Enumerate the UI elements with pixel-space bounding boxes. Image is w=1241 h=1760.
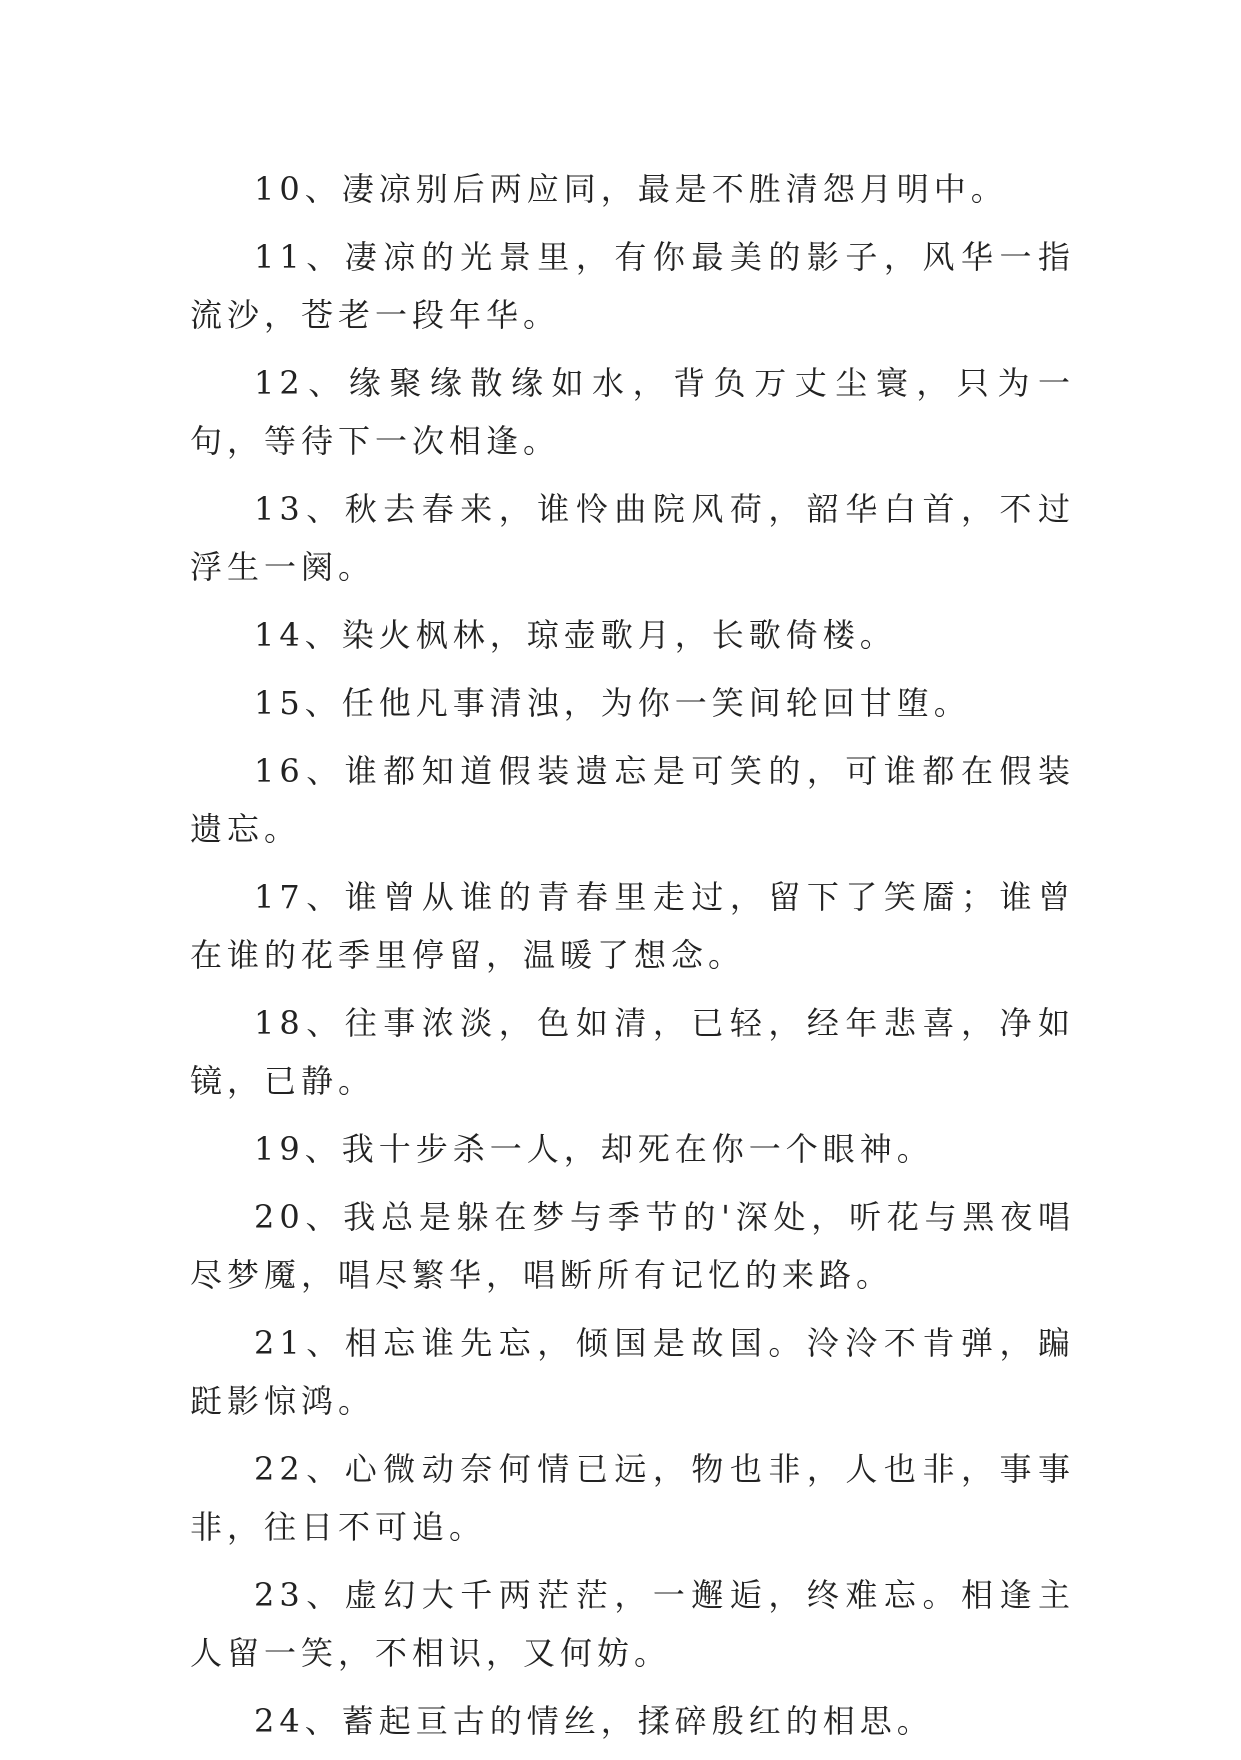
- paragraph-24: 24、蓄起亘古的情丝，揉碎殷红的相思。: [254, 1702, 934, 1740]
- paragraph-14: 14、染火枫林，琼壶歌月，长歌倚楼。: [254, 616, 897, 654]
- paragraph-20: 20、我总是躲在梦与季节的'深处，听花与黑夜唱尽梦魇，唱尽繁华，唱断所有记忆的来路。: [190, 1198, 1075, 1294]
- paragraph-11: 11、凄凉的光景里，有你最美的影子，风华一指流沙，苍老一段年华。: [190, 238, 1075, 334]
- paragraph-23: 23、虚幻大千两茫茫，一邂逅，终难忘。相逢主人留一笑，不相识，又何妨。: [190, 1576, 1075, 1672]
- text-body: [190, 160, 1075, 1760]
- paragraph-22: 22、心微动奈何情已远，物也非，人也非，事事非，往日不可追。: [190, 1450, 1075, 1546]
- paragraph-13: 13、秋去春来，谁怜曲院风荷，韶华白首，不过浮生一阕。: [190, 490, 1075, 586]
- paragraph-16: 16、谁都知道假装遗忘是可笑的，可谁都在假装遗忘。: [190, 752, 1075, 848]
- paragraph-10: 10、凄凉别后两应同，最是不胜清怨月明中。: [254, 170, 1008, 208]
- paragraph-19: 19、我十步杀一人，却死在你一个眼神。: [254, 1130, 934, 1168]
- paragraph-12: 12、缘聚缘散缘如水，背负万丈尘寰，只为一句，等待下一次相逢。: [190, 364, 1075, 460]
- paragraph-17: 17、谁曾从谁的青春里走过，留下了笑靥；谁曾在谁的花季里停留，温暖了想念。: [190, 878, 1075, 974]
- paragraph-21: 21、相忘谁先忘，倾国是故国。泠泠不肯弹，蹁跹影惊鸿。: [190, 1324, 1075, 1420]
- paragraph-18: 18、往事浓淡，色如清，已轻，经年悲喜，净如镜，已静。: [190, 1004, 1075, 1100]
- paragraph-15: 15、任他凡事清浊，为你一笑间轮回甘堕。: [254, 684, 971, 722]
